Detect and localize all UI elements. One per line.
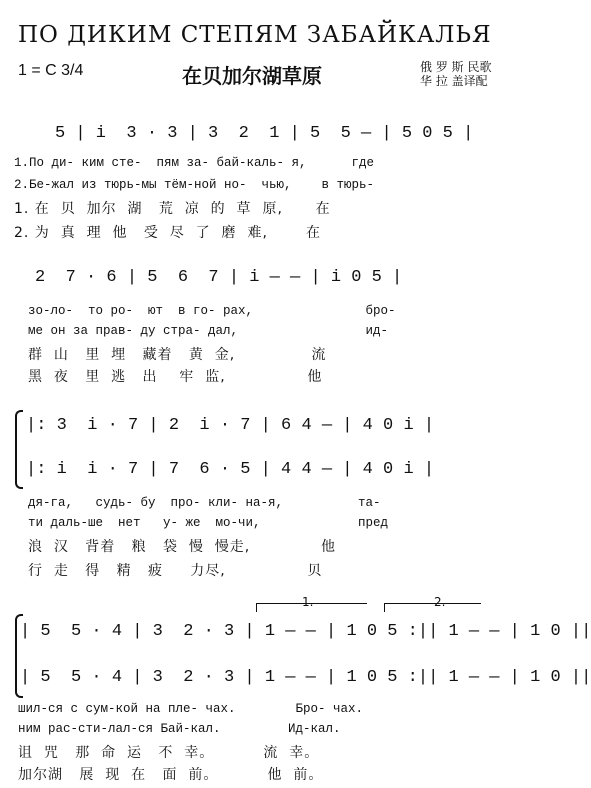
system-1-lyric-2: 2.Бе-жал из тюрь-мы тём-ной но- чью, в тюрь- xyxy=(14,178,375,192)
volta-2-label: 2. xyxy=(434,595,446,609)
system-1-lyric-3: 1. 在 贝 加尔 湖 荒 凉 的 草 原, 在 xyxy=(14,201,331,217)
volta-2-bracket xyxy=(384,603,481,612)
system-3-lower-notes: |: i i · 7 | 7 6 · 5 | 4 4 — | 4 0 i | xyxy=(26,460,435,479)
key-signature: 1 = C 3/4 xyxy=(18,62,84,79)
system-2-lyric-2: ме он за прав- ду стра- дал, ид- xyxy=(28,324,389,338)
credit xyxy=(420,60,491,88)
system-3-upper-notes: |: 3 i · 7 | 2 i · 7 | 6 4 — | 4 0 i | xyxy=(26,416,435,435)
system-4-lower-notes: | 5 5 · 4 | 3 2 · 3 | 1 — — | 1 0 5 :|| 1 — — | 1 0 || xyxy=(20,668,591,687)
system-4-lyric-2: ним рас-сти-лал-ся Бай-кал. Ид-кал. xyxy=(18,722,341,736)
russian-title: ПО ДИКИМ СТЕПЯМ ЗАБАЙКАЛЬЯ xyxy=(18,22,492,48)
chinese-title: 在贝加尔湖草原 xyxy=(182,64,322,88)
system-2-lyric-4: 黑 夜 里 逃 出 牢 监, 他 xyxy=(28,369,323,385)
system-3-brace xyxy=(15,410,23,489)
system-2-notes: 2 7 · 6 | 5 6 7 | i — — | i 0 5 | xyxy=(35,268,403,287)
system-1-lyric-4: 2. 为 真 理 他 受 尽 了 磨 难, 在 xyxy=(14,225,322,241)
system-4-upper-notes: | 5 5 · 4 | 3 2 · 3 | 1 — — | 1 0 5 :|| 1 — — | 1 0 || xyxy=(20,622,591,641)
volta-1-label: 1. xyxy=(302,595,314,609)
system-3-lyric-3: 浪 汉 背着 粮 袋 慢 慢走, 他 xyxy=(28,539,337,555)
system-4-lyric-4: 加尔湖 展 现 在 面 前。 他 前。 xyxy=(18,767,324,783)
system-4-lyric-1: шил-ся с сум-кой на пле- чах. Бро- чах. xyxy=(18,702,364,716)
credit-line-1: 俄 罗 斯 民歌 xyxy=(420,60,492,74)
system-3-lyric-4: 行 走 得 精 疲 力尽, 贝 xyxy=(28,563,323,579)
system-3-lyric-1: дя-га, судь- бу про- кли- на-я, та- xyxy=(28,496,381,510)
credit-line-2: 华 拉 盖译配 xyxy=(420,74,488,88)
system-4-lyric-3: 诅 咒 那 命 运 不 幸。 流 幸。 xyxy=(18,745,320,761)
system-1-lyric-1: 1.По ди- ким сте- пям за- бай-каль- я, где xyxy=(14,156,375,170)
system-1-notes: 5 | i 3 · 3 | 3 2 1 | 5 5 — | 5 0 5 | xyxy=(55,124,474,143)
system-2-lyric-3: 群 山 里 埋 藏着 黄 金, 流 xyxy=(28,347,327,363)
system-2-lyric-1: зо-ло- то ро- ют в го- рах, бро- xyxy=(28,304,396,318)
system-3-lyric-2: ти даль-ше нет у- же мо-чи, пред xyxy=(28,516,389,530)
